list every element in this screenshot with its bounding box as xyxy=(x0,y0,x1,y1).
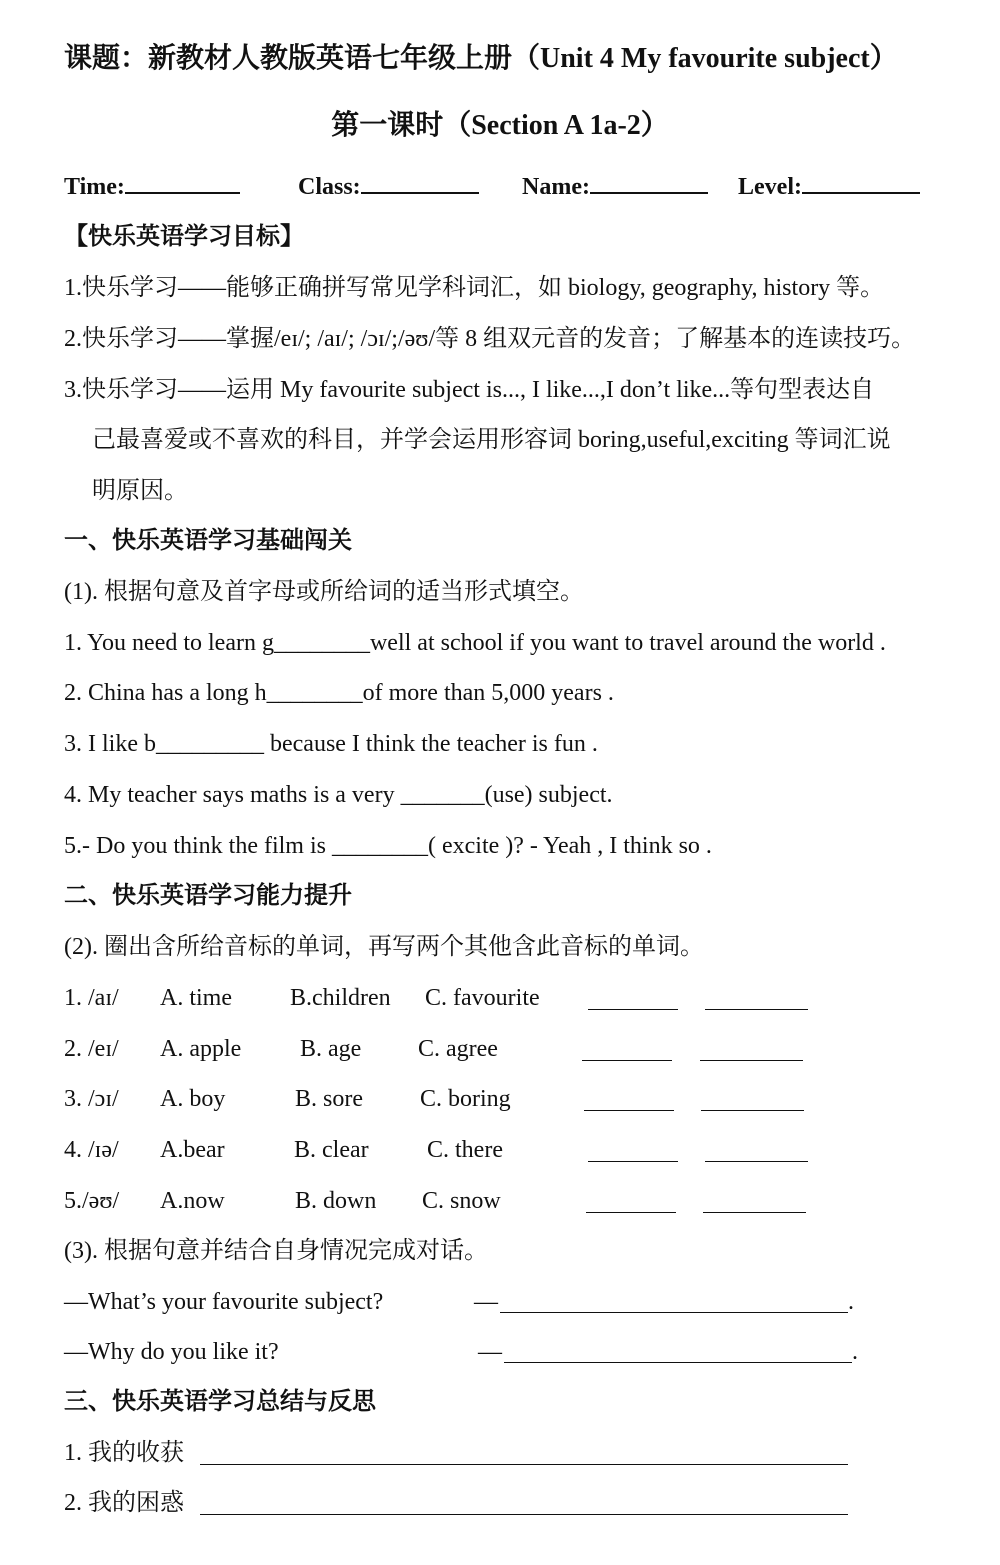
class-label: Class: xyxy=(298,174,361,200)
answer-blank[interactable] xyxy=(582,1059,672,1061)
dialog-answer-blank[interactable] xyxy=(500,1311,848,1313)
option-a[interactable]: A.now xyxy=(160,1188,225,1214)
fill-blank-question: 1. You need to learn g________well at school if you want to travel around the world . xyxy=(64,630,886,656)
time-blank[interactable] xyxy=(125,170,240,194)
dialog-answer-dash: — xyxy=(478,1339,502,1365)
answer-blank[interactable] xyxy=(705,1160,808,1162)
option-a[interactable]: A. apple xyxy=(160,1036,242,1062)
goal-item-continued: 明原因。 xyxy=(92,478,188,504)
answer-blank[interactable] xyxy=(588,1008,678,1010)
phonetic-number: 2. /eɪ/ xyxy=(64,1036,119,1062)
section3-heading: 三、快乐英语学习总结与反思 xyxy=(64,1389,376,1415)
time-label: Time: xyxy=(64,174,125,200)
class-field xyxy=(298,170,479,203)
fill-blank-question: 4. My teacher says maths is a very _______(use) subject. xyxy=(64,782,613,808)
phonetic-number: 4. /ɪə/ xyxy=(64,1137,119,1163)
name-label: Name: xyxy=(522,174,590,200)
option-c[interactable]: C. snow xyxy=(422,1188,501,1214)
section2-heading: 二、快乐英语学习能力提升 xyxy=(64,883,352,909)
reflection-gain-blank[interactable] xyxy=(200,1463,848,1465)
answer-blank[interactable] xyxy=(700,1059,803,1061)
section1-instruction: (1). 根据句意及首字母或所给词的适当形式填空。 xyxy=(64,579,584,605)
level-label: Level: xyxy=(738,174,802,200)
answer-blank[interactable] xyxy=(588,1160,678,1162)
page-title: 课题：新教材人教版英语七年级上册（Unit 4 My favourite subject） xyxy=(64,43,898,74)
option-a[interactable]: A. time xyxy=(160,985,232,1011)
answer-blank[interactable] xyxy=(701,1109,804,1111)
option-c[interactable]: C. boring xyxy=(420,1086,511,1112)
answer-blank[interactable] xyxy=(705,1008,808,1010)
reflection-gain-label: 1. 我的收获 xyxy=(64,1440,184,1466)
fill-blank-question: 5.- Do you think the film is ________( excite )? - Yeah , I think so . xyxy=(64,833,712,859)
dialog-answer-end: . xyxy=(848,1289,854,1315)
page-subtitle: 第一课时（Section A 1a-2） xyxy=(331,110,669,141)
option-a[interactable]: A. boy xyxy=(160,1086,226,1112)
answer-blank[interactable] xyxy=(703,1211,806,1213)
goal-item: 2.快乐学习——掌握/eɪ/; /aɪ/; /ɔɪ/;/əʊ/等 8 组双元音的发音；了解基本的连读技巧。 xyxy=(64,326,916,352)
goal-item-continued: 己最喜爱或不喜欢的科目，并学会运用形容词 boring,useful,exciting 等词汇说 xyxy=(92,427,891,453)
section1-heading: 一、快乐英语学习基础闯关 xyxy=(64,528,352,554)
goal-item: 3.快乐学习——运用 My favourite subject is..., I like...,I don’t like...等句型表达自 xyxy=(64,377,875,403)
answer-blank[interactable] xyxy=(584,1109,674,1111)
phonetic-number: 3. /ɔɪ/ xyxy=(64,1086,119,1112)
reflection-confusion-label: 2. 我的困惑 xyxy=(64,1490,184,1516)
phonetic-number: 5./əʊ/ xyxy=(64,1188,120,1214)
section2-instruction-dialog: (3). 根据句意并结合自身情况完成对话。 xyxy=(64,1238,488,1264)
goal-item: 1.快乐学习——能够正确拼写常见学科词汇，如 biology, geography, history 等。 xyxy=(64,275,885,301)
answer-blank[interactable] xyxy=(586,1211,676,1213)
option-b[interactable]: B. sore xyxy=(295,1086,363,1112)
dialog-answer-blank[interactable] xyxy=(504,1361,852,1363)
option-b[interactable]: B. down xyxy=(295,1188,377,1214)
section2-instruction: (2). 圈出含所给音标的单词，再写两个其他含此音标的单词。 xyxy=(64,934,704,960)
reflection-confusion-blank[interactable] xyxy=(200,1513,848,1515)
phonetic-number: 1. /aɪ/ xyxy=(64,985,119,1011)
level-blank[interactable] xyxy=(802,170,920,194)
fill-blank-question: 3. I like b_________ because I think the teacher is fun . xyxy=(64,731,598,757)
option-a[interactable]: A.bear xyxy=(160,1137,225,1163)
option-c[interactable]: C. there xyxy=(427,1137,503,1163)
goals-heading: 【快乐英语学习目标】 xyxy=(64,224,304,250)
option-b[interactable]: B.children xyxy=(290,985,391,1011)
dialog-question: —What’s your favourite subject? xyxy=(64,1289,384,1315)
class-blank[interactable] xyxy=(361,170,479,194)
dialog-question: —Why do you like it? xyxy=(64,1339,279,1365)
name-blank[interactable] xyxy=(590,170,708,194)
option-c[interactable]: C. favourite xyxy=(425,985,540,1011)
time-field xyxy=(64,170,240,203)
name-field xyxy=(522,170,708,203)
dialog-answer-end: . xyxy=(852,1339,858,1365)
option-b[interactable]: B. clear xyxy=(294,1137,369,1163)
level-field xyxy=(738,170,920,203)
option-c[interactable]: C. agree xyxy=(418,1036,498,1062)
dialog-answer-dash: — xyxy=(474,1289,498,1315)
fill-blank-question: 2. China has a long h________of more than 5,000 years . xyxy=(64,680,614,706)
option-b[interactable]: B. age xyxy=(300,1036,362,1062)
